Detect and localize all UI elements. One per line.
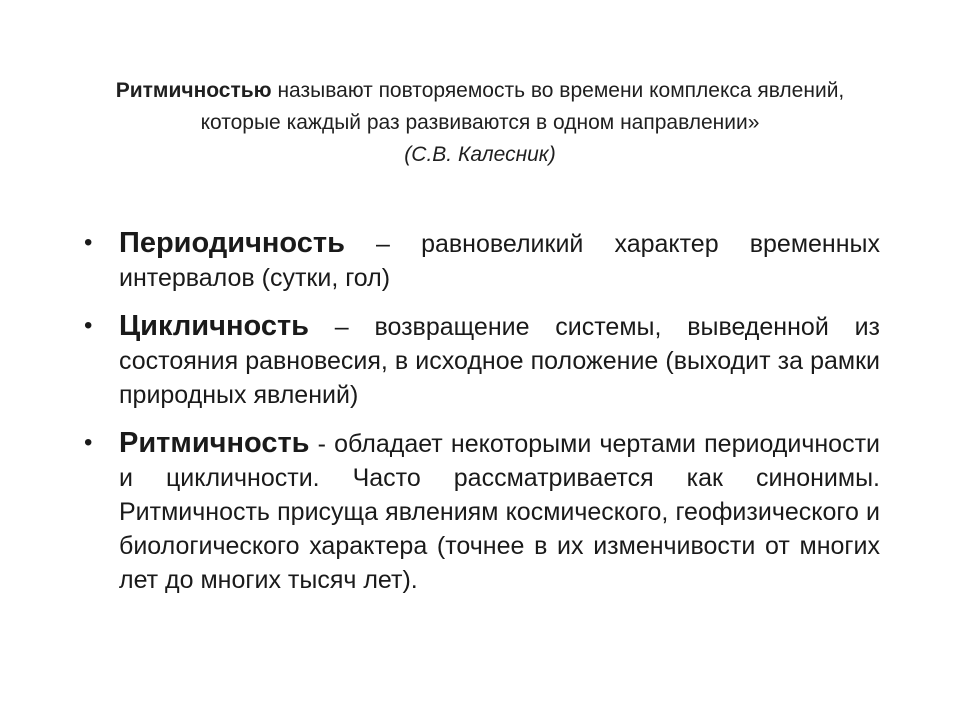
quote-term: Ритмичностью [115,79,272,102]
bullet-term: Цикличность [119,310,309,342]
definition-quote [90,75,870,171]
bullet-text: – равновеликий характер временных интервалов (сутки, гол) [119,230,880,292]
quote-author [404,143,555,166]
bullet-item-rhythmicity [84,426,880,597]
quote-text: называют повторяемость во времени комплекса явлений, которые каждый раз развиваются в одном направлении» [200,79,845,134]
bullet-icon: • [84,312,93,339]
bullet-item-periodicity [84,226,880,295]
bullet-text: - обладает некоторыми чертами периодичности и цикличности. Часто рассматривается как синонимы. Ритмичность присуща явлениям космического, геофизического и биологического характера (точнее в их изменчивости от многих лет до многих тысяч лет). [119,430,880,594]
author-name: С.В. Калесник [411,143,549,166]
bullet-item-cyclicity [84,309,880,412]
bullet-icon: • [84,429,93,456]
bullet-term: Ритмичность [119,427,310,459]
bullet-icon: • [84,229,93,256]
bullet-text: – возвращение системы, выведенной из состояния равновесия, в исходное положение (выходит за рамки природных явлений) [119,313,880,409]
bullet-term: Периодичность [119,227,345,259]
author-open-paren: ( [404,143,412,166]
author-close-paren: ) [548,143,556,166]
bullet-list [84,226,880,611]
